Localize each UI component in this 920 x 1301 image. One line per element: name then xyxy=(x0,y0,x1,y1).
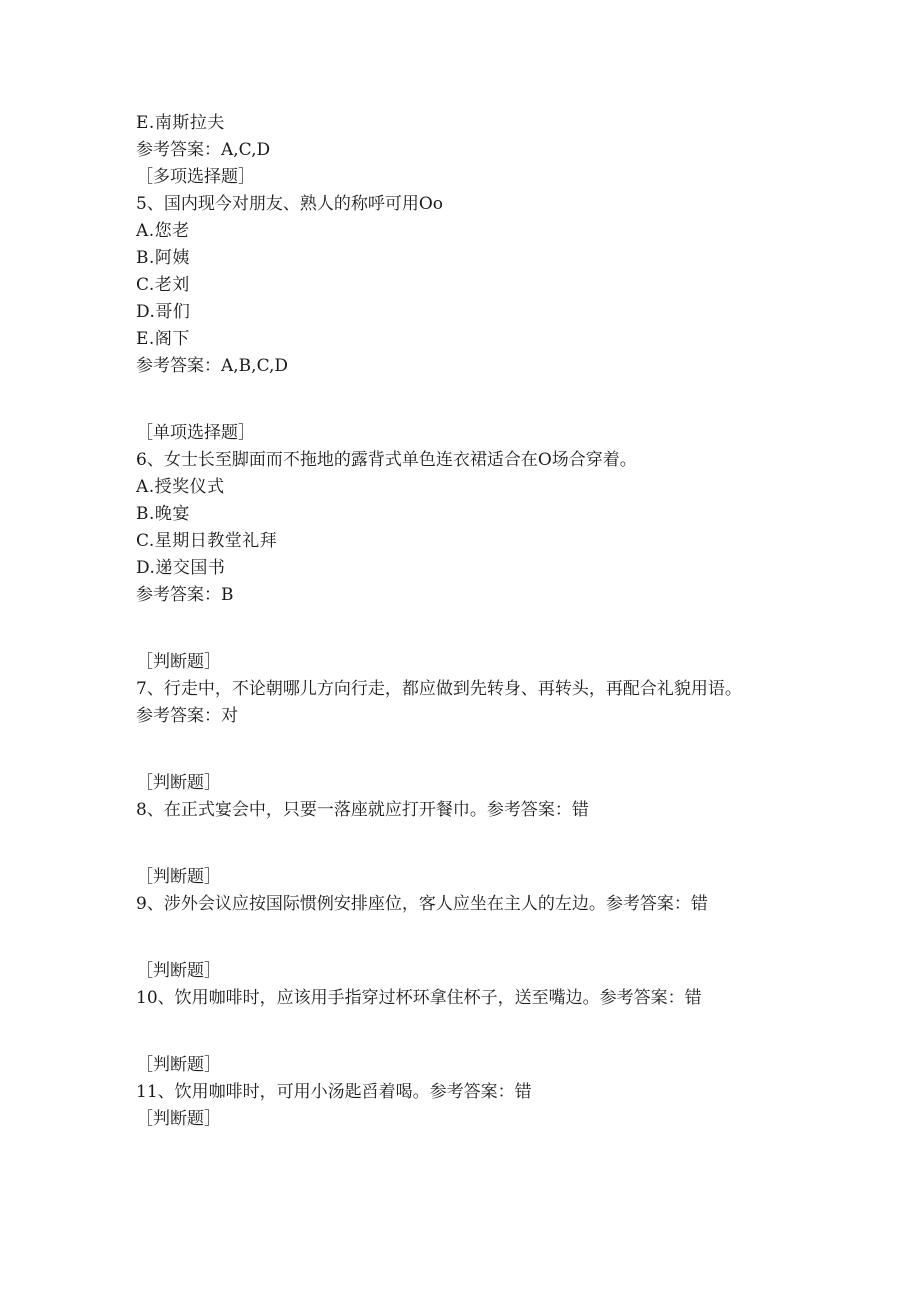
q8-question: 8、在正式宴会中，只要一落座就应打开餐巾。参考答案：错 xyxy=(136,800,589,820)
q6-answer: 参考答案：B xyxy=(136,585,234,605)
q7-question: 7、行走中，不论朝哪儿方向行走，都应做到先转身、再转头，再配合礼貌用语。 xyxy=(136,679,742,699)
q4-option-e: E.南斯拉夫 xyxy=(136,113,225,133)
q7-type: ［判断题］ xyxy=(136,652,221,672)
q6-question: 6、女士长至脚面而不拖地的露背式单色连衣裙适合在O场合穿着。 xyxy=(136,450,637,470)
q10-type: ［判断题］ xyxy=(136,961,221,981)
q6-type: ［单项选择题］ xyxy=(136,423,255,443)
document-page xyxy=(136,110,776,1133)
q12-type: ［判断题］ xyxy=(136,1109,221,1129)
q6-option-d: D.递交国书 xyxy=(136,558,226,578)
q5-option-a: A.您老 xyxy=(136,221,190,241)
q5-type: ［多项选择题］ xyxy=(136,167,255,187)
q9-type: ［判断题］ xyxy=(136,867,221,887)
q10-question: 10、饮用咖啡时，应该用手指穿过杯环拿住杯子，送至嘴边。参考答案：错 xyxy=(136,988,702,1008)
q4-answer: 参考答案：A,C,D xyxy=(136,140,271,160)
q5-option-d: D.哥们 xyxy=(136,302,191,322)
q6-option-c: C.星期日教堂礼拜 xyxy=(136,531,278,551)
q6-option-a: A.授奖仪式 xyxy=(136,477,225,497)
q11-question: 11、饮用咖啡时，可用小汤匙舀着喝。参考答案：错 xyxy=(136,1082,532,1102)
q7-answer: 参考答案：对 xyxy=(136,706,238,726)
q11-type: ［判断题］ xyxy=(136,1055,221,1075)
q5-option-c: C.老刘 xyxy=(136,275,190,295)
q5-question: 5、国内现今对朋友、熟人的称呼可用Oo xyxy=(136,194,443,214)
q6-option-b: B.晚宴 xyxy=(136,504,190,524)
q5-option-e: E.阁下 xyxy=(136,329,190,349)
q5-answer: 参考答案：A,B,C,D xyxy=(136,356,289,376)
q8-type: ［判断题］ xyxy=(136,773,221,793)
q5-option-b: B.阿姨 xyxy=(136,248,190,268)
q9-question: 9、涉外会议应按国际惯例安排座位，客人应坐在主人的左边。参考答案：错 xyxy=(136,894,708,914)
